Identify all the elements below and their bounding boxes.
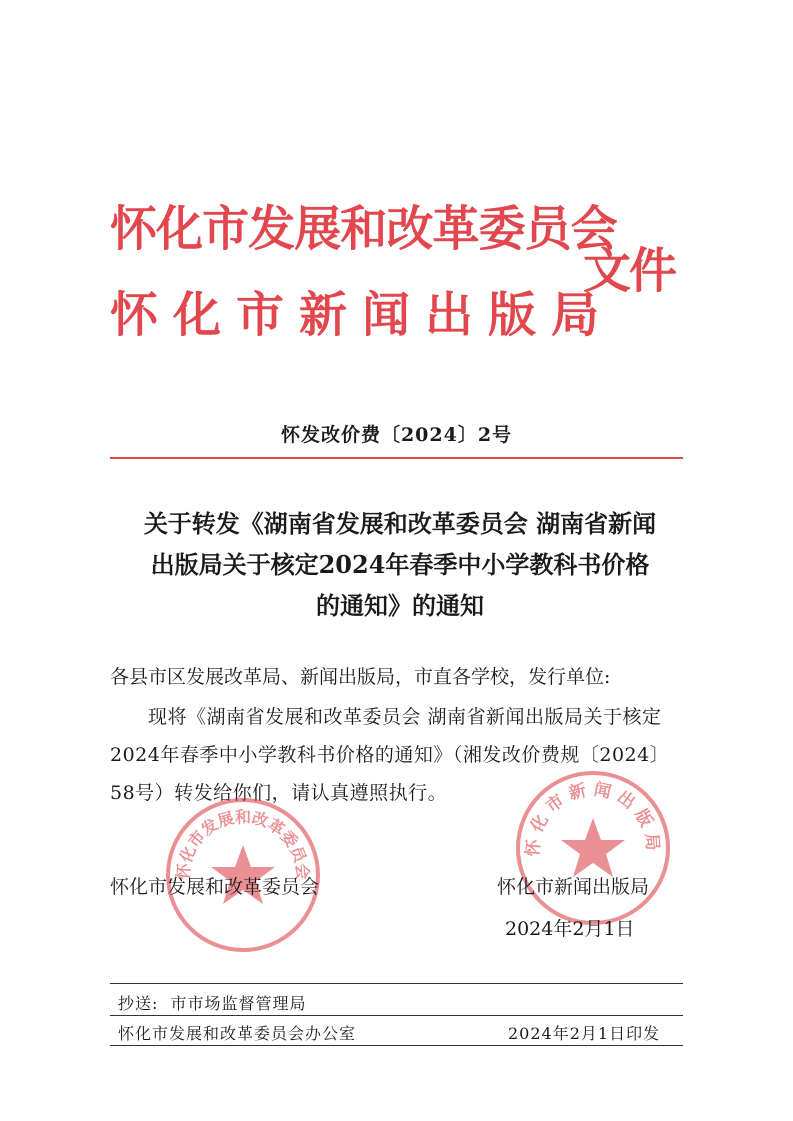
footer-rule-top [110, 983, 683, 984]
footer-rule-bottom [110, 1045, 683, 1046]
body-paragraph: 现将《湖南省发展和改革委员会 湖南省新闻出版局关于核定2024年春季中小学教科书价格的通知》（湘发改价费规〔2024〕58号）转发给你们，请认真遵照执行。 [110, 706, 670, 804]
greeting: 各县市区发展改革局、新闻出版局，市直各学校，发行单位: [110, 666, 611, 688]
cc-line [118, 991, 307, 1014]
signature-left-org: 怀化市发展和改革委员会 [110, 876, 320, 898]
footer-rule-middle [110, 1015, 683, 1016]
left-seal-text: 怀化市发展和改革委员会 [173, 807, 313, 881]
issuer-office: 怀化市发展和改革委员会办公室 [118, 1024, 357, 1043]
header-issuer-line-2: 怀化市新闻出版局 [110, 287, 615, 343]
signature-date: 2024年2月1日 [505, 918, 635, 940]
header-issuer-line-1: 怀化市发展和改革委员会 [110, 201, 617, 257]
right-official-seal [513, 768, 673, 928]
header-suffix: 文件 [583, 243, 676, 299]
document-title [100, 503, 700, 626]
right-seal-text: 怀化市新闻出版局 [523, 779, 663, 858]
title-line-1: 关于转发《湖南省发展和改革委员会 湖南省新闻 [143, 509, 657, 538]
print-date: 2024年2月1日印发 [508, 1024, 661, 1043]
star-icon [561, 818, 625, 877]
red-divider [110, 457, 683, 459]
title-line-3: 的通知》的通知 [316, 591, 484, 620]
cc-label: 抄送: [118, 994, 159, 1013]
document-number: 怀发改价费〔2024〕2号 [280, 424, 513, 446]
cc-value: 市市场监督管理局 [170, 994, 307, 1013]
title-line-2: 出版局关于核定2024年春季中小学教科书价格 [150, 550, 650, 579]
signature-right-org: 怀化市新闻出版局 [497, 876, 650, 898]
